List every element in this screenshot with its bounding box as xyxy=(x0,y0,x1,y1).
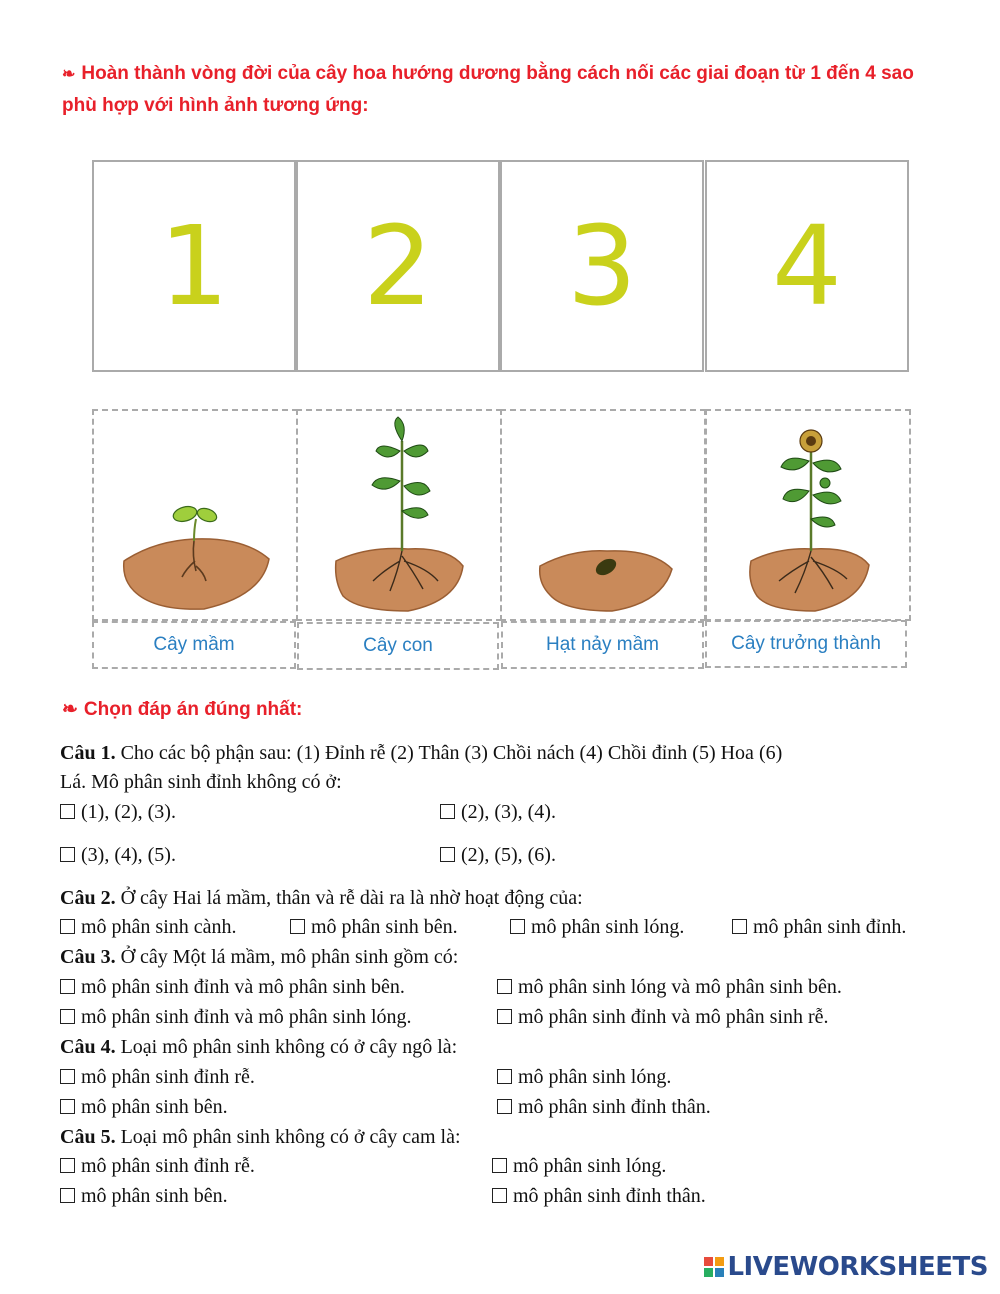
q1-option-a[interactable]: (1), (2), (3). xyxy=(60,801,176,824)
checkbox-icon[interactable] xyxy=(60,1009,75,1024)
stage-number: 3 xyxy=(567,202,637,330)
q4-option-c[interactable]: mô phân sinh bên. xyxy=(60,1096,228,1119)
leaf-icon: ❧ xyxy=(62,66,76,83)
checkbox-icon[interactable] xyxy=(732,919,747,934)
question-2: Câu 2. Ở cây Hai lá mầm, thân và rễ dài ra là nhờ hoạt động của: xyxy=(60,887,583,909)
q2-option-b[interactable]: mô phân sinh bên. xyxy=(290,916,458,939)
q2-option-c[interactable]: mô phân sinh lóng. xyxy=(510,916,684,939)
section-title: ❧ Chọn đáp án đúng nhất: xyxy=(62,699,303,720)
stage-number-box-4[interactable] xyxy=(705,160,909,372)
question-3: Câu 3. Ở cây Một lá mầm, mô phân sinh gồm có: xyxy=(60,946,459,968)
checkbox-icon[interactable] xyxy=(497,1009,512,1024)
q5-option-a[interactable]: mô phân sinh đỉnh rễ. xyxy=(60,1155,255,1178)
stage-label-mature-plant[interactable]: Cây trưởng thành xyxy=(705,620,907,668)
mature-plant-image-box[interactable] xyxy=(705,409,911,621)
logo-text: LIVEWORKSHEETS xyxy=(727,1252,988,1282)
q1-option-d[interactable]: (2), (5), (6). xyxy=(440,844,556,867)
checkbox-icon[interactable] xyxy=(60,1069,75,1084)
checkbox-icon[interactable] xyxy=(440,804,455,819)
stage-number: 2 xyxy=(363,202,433,330)
checkbox-icon[interactable] xyxy=(60,979,75,994)
stage-number-box-2[interactable] xyxy=(296,160,500,372)
checkbox-icon[interactable] xyxy=(510,919,525,934)
checkbox-icon[interactable] xyxy=(60,919,75,934)
q4-option-d[interactable]: mô phân sinh đỉnh thân. xyxy=(497,1096,711,1119)
checkbox-icon[interactable] xyxy=(497,1069,512,1084)
checkbox-icon[interactable] xyxy=(60,1099,75,1114)
q3-option-b[interactable]: mô phân sinh lóng và mô phân sinh bên. xyxy=(497,976,842,999)
q1-option-c[interactable]: (3), (4), (5). xyxy=(60,844,176,867)
checkbox-icon[interactable] xyxy=(60,1158,75,1173)
q5-option-c[interactable]: mô phân sinh bên. xyxy=(60,1185,228,1208)
leaf-icon: ❧ xyxy=(62,699,78,720)
stage-number-box-1[interactable] xyxy=(92,160,296,372)
q1-option-b[interactable]: (2), (3), (4). xyxy=(440,801,556,824)
young-plant-image xyxy=(298,411,500,619)
q2-option-a[interactable]: mô phân sinh cành. xyxy=(60,916,237,939)
checkbox-icon[interactable] xyxy=(492,1158,507,1173)
q4-option-b[interactable]: mô phân sinh lóng. xyxy=(497,1066,671,1089)
q3-option-a[interactable]: mô phân sinh đỉnh và mô phân sinh bên. xyxy=(60,976,405,999)
q3-option-c[interactable]: mô phân sinh đỉnh và mô phân sinh lóng. xyxy=(60,1006,412,1029)
checkbox-icon[interactable] xyxy=(60,1188,75,1203)
instruction-title: ❧ Hoàn thành vòng đời của cây hoa hướng dương bằng cách nối các giai đoạn từ 1 đến 4 sao phù hợp với hình ảnh tương ứng: xyxy=(62,63,914,116)
q3-option-d[interactable]: mô phân sinh đỉnh và mô phân sinh rễ. xyxy=(497,1006,829,1029)
stage-label-seedling[interactable]: Cây mầm xyxy=(92,621,296,669)
seedling-image-box[interactable] xyxy=(92,409,298,621)
checkbox-icon[interactable] xyxy=(290,919,305,934)
q2-option-d[interactable]: mô phân sinh đỉnh. xyxy=(732,916,906,939)
question-1-line2: Lá. Mô phân sinh đỉnh không có ở: xyxy=(60,771,342,793)
question-4: Câu 4. Loại mô phân sinh không có ở cây ngô là: xyxy=(60,1036,458,1058)
q5-option-d[interactable]: mô phân sinh đỉnh thân. xyxy=(492,1185,706,1208)
seedling-image xyxy=(94,411,296,619)
question-1: Câu 1. Cho các bộ phận sau: (1) Đỉnh rễ (2) Thân (3) Chồi nách (4) Chồi đỉnh (5) Hoa (6) xyxy=(60,742,783,764)
mature-plant-image xyxy=(707,411,909,619)
question-5: Câu 5. Loại mô phân sinh không có ở cây cam là: xyxy=(60,1126,461,1148)
stage-number: 1 xyxy=(159,202,229,330)
checkbox-icon[interactable] xyxy=(492,1188,507,1203)
checkbox-icon[interactable] xyxy=(60,804,75,819)
logo-grid-icon xyxy=(704,1257,724,1277)
seed-image xyxy=(502,411,704,619)
seed-image-box[interactable] xyxy=(500,409,706,621)
stage-number-box-3[interactable] xyxy=(500,160,704,372)
stage-number: 4 xyxy=(772,202,842,330)
checkbox-icon[interactable] xyxy=(440,847,455,862)
stage-label-germinating-seed[interactable]: Hạt nảy mầm xyxy=(501,621,704,669)
q4-option-a[interactable]: mô phân sinh đỉnh rễ. xyxy=(60,1066,255,1089)
liveworksheets-logo[interactable] xyxy=(704,1252,988,1282)
checkbox-icon[interactable] xyxy=(497,1099,512,1114)
stage-label-young-plant[interactable]: Cây con xyxy=(297,622,499,670)
q5-option-b[interactable]: mô phân sinh lóng. xyxy=(492,1155,666,1178)
young-plant-image-box[interactable] xyxy=(296,409,502,621)
checkbox-icon[interactable] xyxy=(60,847,75,862)
checkbox-icon[interactable] xyxy=(497,979,512,994)
